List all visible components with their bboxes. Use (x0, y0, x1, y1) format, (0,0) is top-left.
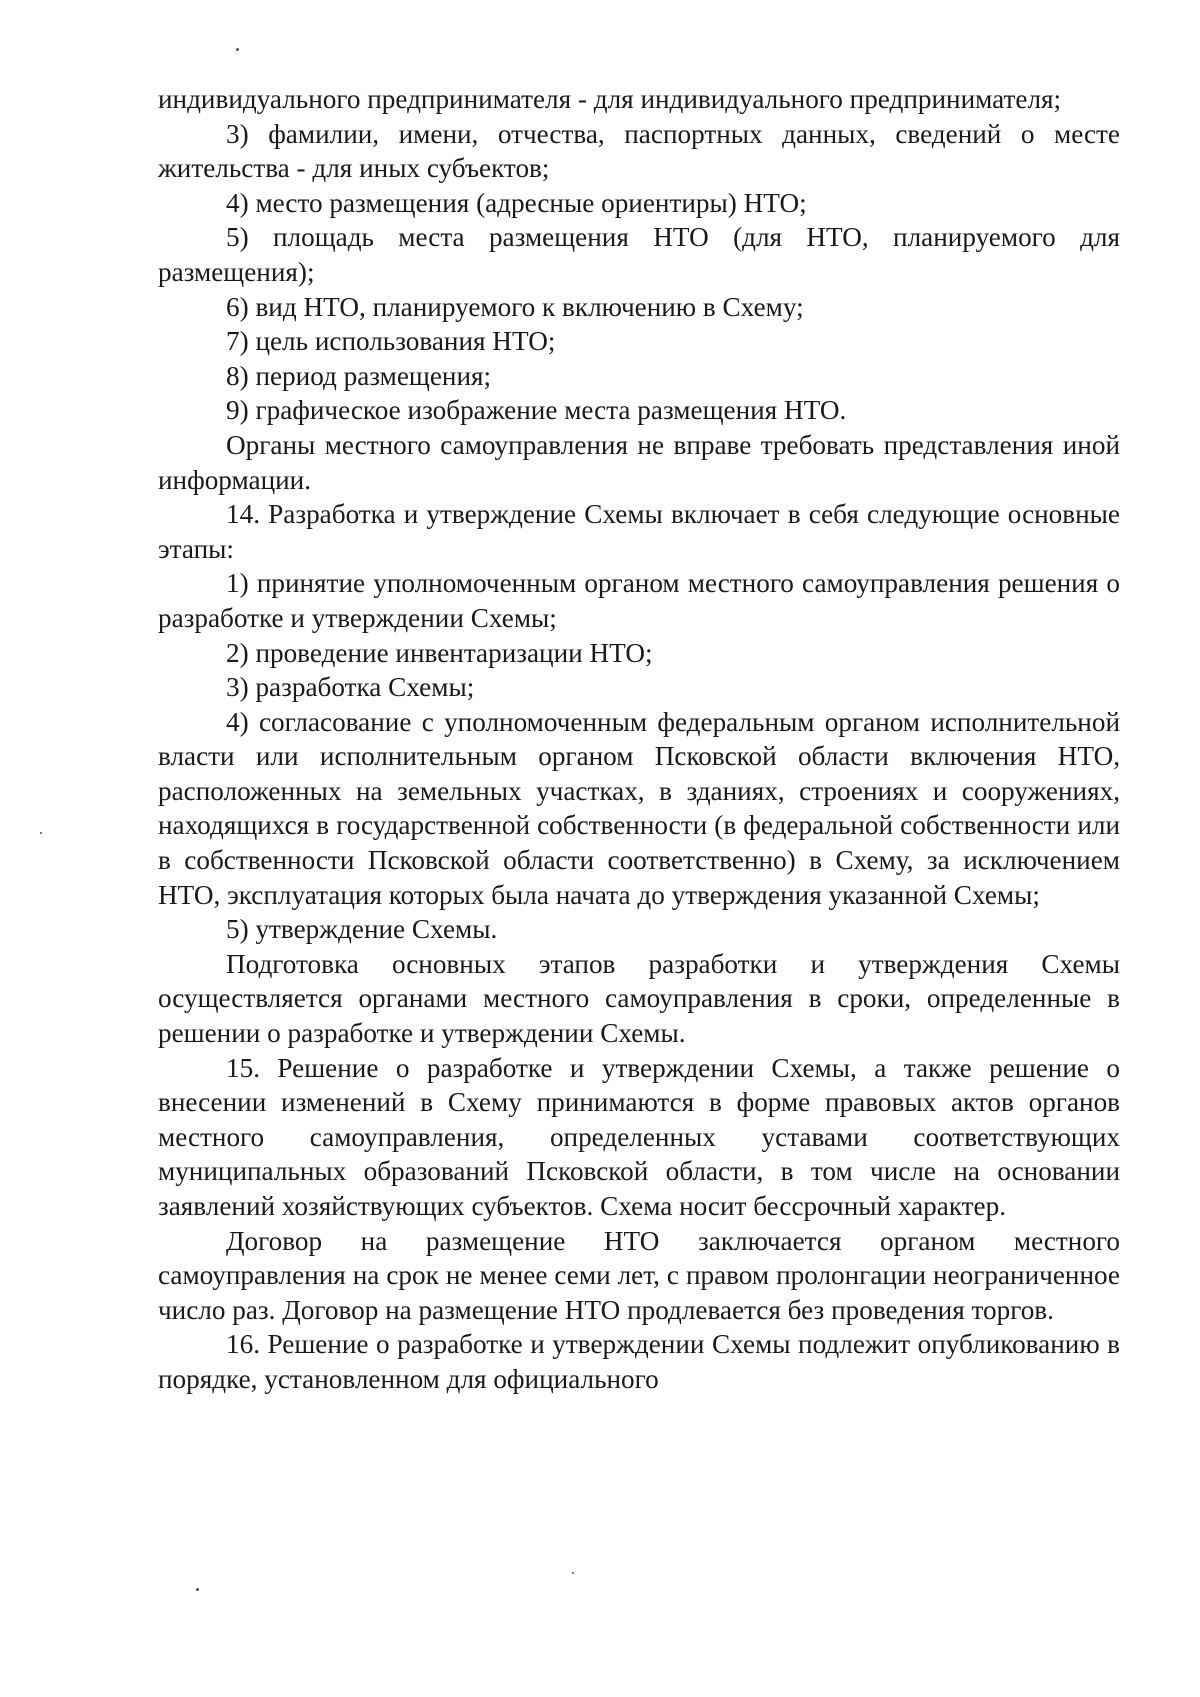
list-item-4: 4) место размещения (адресные ориентиры) НТО; (226, 187, 807, 218)
scan-speck (572, 1572, 574, 1574)
paragraph-preparation: Подготовка основных этапов разработки и утверждения Схемы осуществляется органами местного самоуправления в сроки, определенные в решении о разработке и утверждении Схемы. (158, 948, 1120, 1049)
list-item-5: 5) площадь места размещения НТО (для НТО, планируемого для размещения); (158, 222, 1120, 287)
list-item-6: 6) вид НТО, планируемого к включению в Схему; (226, 291, 804, 322)
stage-item-2: 2) проведение инвентаризации НТО; (226, 637, 653, 668)
paragraph-restriction: Органы местного самоуправления не вправе требовать представления иной информации. (158, 429, 1120, 495)
list-item-3: 3) фамилии, имени, отчества, паспортных данных, сведений о месте жительства - для иных субъектов; (158, 118, 1120, 184)
document-body (158, 82, 1120, 1397)
paragraph-continuation: индивидуального предпринимателя - для индивидуального предпринимателя; (158, 84, 1062, 114)
stage-item-4: 4) согласование с уполномоченным федеральным органом исполнительной власти или исполнительным органом Псковской области включения НТО, расположенных на земельных участках, в зданиях, строениях и сооружениях, находящихся в государственной собственности (в федеральной собственности или в собственности Псковской области соответственно) в Схему, за исключением НТО, эксплуатация которых была начата до утверждения указанной Схемы; (158, 706, 1120, 910)
scan-speck (40, 832, 42, 834)
section-14-heading: 14. Разработка и утверждение Схемы включает в себя следующие основные этапы: (158, 499, 1120, 564)
section-15: 15. Решение о разработке и утверждении Схемы, а также решение о внесении изменений в Схему принимаются в форме правовых актов органов местного самоуправления, определенных уставами соответствующих муниципальных образований Псковской области, в том числе на основании заявлений хозяйствующих субъектов. Схема носит бессрочный характер. (158, 1052, 1120, 1221)
stage-item-1: 1) принятие уполномоченным органом местного самоуправления решения о разработке и утверждении Схемы; (158, 568, 1120, 633)
paragraph-contract: Договор на размещение НТО заключается органом местного самоуправления на срок не менее семи лет, с правом пролонгации неограниченное число раз. Договор на размещение НТО продлевается без проведения торгов. (158, 1225, 1120, 1325)
list-item-7: 7) цель использования НТО; (226, 326, 556, 357)
scan-speck (196, 1588, 199, 1591)
stage-item-3: 3) разработка Схемы; (226, 672, 475, 703)
section-16: 16. Решение о разработке и утверждении Схемы подлежит опубликованию в порядке, установленном для официального (158, 1329, 1120, 1394)
stage-item-5: 5) утверждение Схемы. (226, 914, 498, 945)
list-item-8: 8) период размещения; (226, 360, 492, 391)
scan-speck (236, 48, 239, 51)
list-item-9: 9) графическое изображение места размещения НТО. (226, 395, 847, 426)
